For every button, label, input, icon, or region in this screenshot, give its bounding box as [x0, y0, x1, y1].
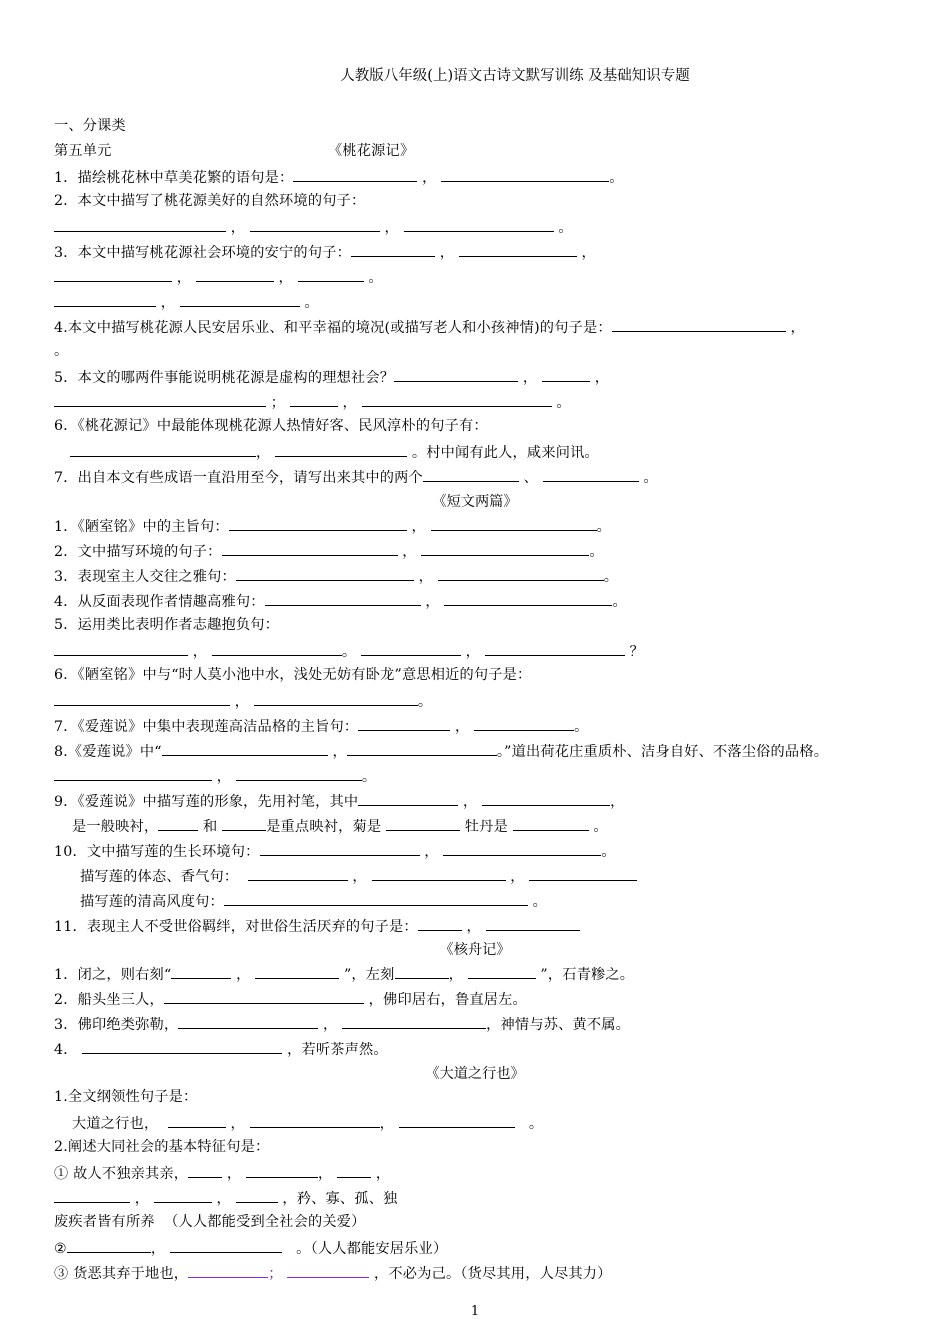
answer-blank[interactable]	[459, 242, 577, 257]
answer-blank[interactable]	[361, 641, 461, 656]
question-line: 4．从反面表现作者情趣高雅句： ， 。	[54, 591, 627, 611]
question-line: 3．本文中描写桃花源社会环境的安宁的句子： ， ，	[54, 242, 596, 262]
lesson-title-taohuayuan: 《桃花源记》	[328, 143, 415, 159]
answer-blank[interactable]	[399, 1113, 515, 1128]
answer-blank[interactable]	[347, 741, 497, 756]
question-line: 1.全文纲领性句子是：	[54, 1089, 198, 1105]
answer-blank[interactable]	[421, 541, 589, 556]
answer-line: ， ， ，矜、寡、孤、独	[54, 1188, 397, 1208]
answer-blank[interactable]	[158, 816, 198, 831]
answer-blank[interactable]	[485, 641, 625, 656]
question-line: 1．描绘桃花林中草美花繁的语句是： ， 。	[54, 167, 624, 187]
question-line: 描写莲的体态、香气句： ， ，	[80, 866, 637, 886]
answer-line: 废疾者皆有所养 （人人都能受到全社会的关爱）	[54, 1214, 366, 1230]
answer-blank[interactable]	[54, 641, 188, 656]
answer-blank[interactable]	[418, 916, 462, 931]
question-line: 5．本文的哪两件事能说明桃花源是虚构的理想社会？ ， ，	[54, 367, 609, 387]
question-line: 11．表现主人不受世俗羁绊，对世俗生活厌弃的句子是： ，	[54, 916, 580, 936]
answer-blank[interactable]	[196, 267, 274, 282]
answer-blank[interactable]	[162, 741, 328, 756]
answer-line: ② ， 。（人人都能安居乐业）	[54, 1238, 447, 1258]
answer-blank[interactable]	[372, 866, 506, 881]
answer-blank[interactable]	[250, 217, 380, 232]
answer-blank[interactable]	[54, 267, 172, 282]
answer-blank[interactable]	[254, 691, 418, 706]
answer-blank[interactable]	[293, 167, 417, 182]
answer-blank[interactable]	[482, 791, 610, 806]
answer-blank[interactable]	[386, 816, 460, 831]
answer-line: 。	[54, 343, 69, 359]
answer-blank[interactable]	[154, 1188, 212, 1203]
answer-line: ； ， 。	[54, 392, 571, 412]
answer-blank[interactable]	[543, 467, 639, 482]
answer-blank[interactable]	[474, 716, 574, 731]
answer-blank[interactable]	[54, 392, 266, 407]
answer-blank[interactable]	[394, 367, 518, 382]
question-line: 2．文中描写环境的句子： ， 。	[54, 541, 604, 561]
page-title: 人教版八年级(上)语文古诗文默写训练 及基础知识专题	[340, 68, 690, 84]
answer-blank[interactable]	[82, 1039, 282, 1054]
answer-blank[interactable]	[342, 1014, 486, 1029]
lesson-title-dadao: 《大道之行也》	[425, 1066, 525, 1082]
unit-heading: 第五单元	[54, 143, 112, 159]
answer-blank[interactable]	[275, 442, 407, 457]
answer-line: 大道之行也， ， ， 。	[72, 1113, 543, 1133]
answer-blank[interactable]	[443, 841, 601, 856]
question-line: 1．《陋室铭》中的主旨句： ， 。	[54, 516, 611, 536]
question-line: 8.《爱莲说》中“ ， 。”道出荷花庄重质朴、洁身自好、不落尘俗的品格。	[54, 741, 828, 761]
answer-blank[interactable]	[54, 292, 156, 307]
answer-blank[interactable]	[290, 392, 338, 407]
answer-blank[interactable]	[468, 964, 536, 979]
answer-blank[interactable]	[246, 1163, 318, 1178]
question-line: 1．闭之，则右刻“ ， ”，左刻 ， ”，石青糁之。	[54, 964, 634, 984]
answer-blank[interactable]	[54, 766, 212, 781]
answer-blank[interactable]	[188, 1263, 268, 1278]
question-line: 4.本文中描写桃花源人民安居乐业、和平幸福的境况(或描写老人和小孩神情)的句子是： ，	[54, 317, 805, 337]
answer-blank[interactable]	[612, 317, 786, 332]
question-line: 是一般映衬， 和 是重点映衬，菊是 牡丹是 。	[72, 816, 608, 836]
answer-blank[interactable]	[178, 1014, 318, 1029]
question-line: 3．表现室主人交往之雅句： ， 。	[54, 566, 618, 586]
answer-blank[interactable]	[444, 591, 612, 606]
answer-blank[interactable]	[486, 916, 580, 931]
answer-blank[interactable]	[224, 891, 528, 906]
question-line: 描写莲的清高风度句： 。	[80, 891, 547, 911]
answer-blank[interactable]	[513, 816, 589, 831]
answer-blank[interactable]	[395, 964, 449, 979]
answer-blank[interactable]	[212, 641, 342, 656]
question-line: 5．运用类比表明作者志趣抱负句：	[54, 617, 280, 633]
answer-blank[interactable]	[362, 392, 552, 407]
answer-line: ③ 货恶其弃于地也， ； ，不必为己。（货尽其用，人尽其力）	[54, 1263, 612, 1283]
answer-blank[interactable]	[236, 766, 362, 781]
answer-line: ， ， 。	[54, 267, 383, 287]
question-line: 10．文中描写莲的生长环境句： ， 。	[54, 841, 616, 861]
question-line: 4． ，若听茶声然。	[54, 1039, 388, 1059]
question-line: 3．佛印绝类弥勒， ， ，神情与苏、黄不属。	[54, 1014, 630, 1034]
answer-blank[interactable]	[542, 367, 590, 382]
answer-blank[interactable]	[171, 964, 231, 979]
answer-blank[interactable]	[351, 242, 435, 257]
answer-blank[interactable]	[236, 566, 414, 581]
answer-blank[interactable]	[337, 1163, 371, 1178]
answer-blank[interactable]	[54, 1188, 130, 1203]
section-heading: 一、分课类	[54, 118, 126, 134]
answer-blank[interactable]	[188, 1163, 222, 1178]
answer-blank[interactable]	[54, 691, 230, 706]
page-number: 1	[470, 1304, 480, 1319]
question-line: 2．船头坐三人， ，佛印居右，鲁直居左。	[54, 989, 527, 1009]
answer-line: ① 故人不独亲其亲， ， ， ，	[54, 1163, 390, 1183]
lesson-title-duanwen: 《短文两篇》	[432, 494, 518, 510]
answer-blank[interactable]	[431, 516, 597, 531]
answer-line: ， 。	[54, 292, 319, 312]
answer-blank[interactable]	[67, 1238, 151, 1253]
answer-blank[interactable]	[358, 791, 458, 806]
question-line: 7．《爱莲说》中集中表现莲高洁品格的主旨句： ， 。	[54, 716, 588, 736]
answer-blank[interactable]	[70, 442, 256, 457]
answer-blank[interactable]	[164, 989, 364, 1004]
question-line: 2.阐述大同社会的基本特征句是：	[54, 1139, 270, 1155]
answer-blank[interactable]	[54, 217, 226, 232]
answer-line: ， ， 。	[54, 217, 573, 237]
answer-blank[interactable]	[229, 516, 407, 531]
answer-line: ， 。 ， ？	[54, 641, 644, 661]
answer-blank[interactable]	[423, 467, 519, 482]
lesson-title-hezhouji: 《核舟记》	[439, 942, 511, 958]
answer-blank[interactable]	[222, 816, 266, 831]
question-line: 9．《爱莲说》中描写莲的形象，先用衬笔，其中 ， ，	[54, 791, 624, 811]
question-line: 6．《桃花源记》中最能体现桃花源人热情好客、民风淳朴的句子有：	[54, 418, 488, 434]
answer-blank[interactable]	[180, 292, 300, 307]
answer-blank[interactable]	[236, 1188, 278, 1203]
answer-blank[interactable]	[438, 566, 604, 581]
answer-blank[interactable]	[222, 541, 398, 556]
answer-blank[interactable]	[358, 716, 450, 731]
answer-blank[interactable]	[250, 1113, 380, 1128]
answer-blank[interactable]	[248, 866, 348, 881]
question-line: 7．出自本文有些成语一直沿用至今，请写出来其中的两个 、 。	[54, 467, 658, 487]
answer-blank[interactable]	[529, 866, 637, 881]
answer-line: ， 。村中闻有此人，咸来问讯。	[70, 442, 599, 462]
answer-line: ， 。	[54, 766, 376, 786]
question-line: 6．《陋室铭》中与“时人莫小池中水，浅处无妨有卧龙”意思相近的句子是：	[54, 667, 532, 683]
answer-blank[interactable]	[441, 167, 609, 182]
answer-blank[interactable]	[287, 1263, 369, 1278]
answer-blank[interactable]	[265, 591, 421, 606]
answer-blank[interactable]	[260, 841, 420, 856]
answer-line: ， 。	[54, 691, 432, 711]
answer-blank[interactable]	[170, 1238, 282, 1253]
answer-blank[interactable]	[404, 217, 554, 232]
answer-blank[interactable]	[255, 964, 339, 979]
question-line: 2．本文中描写了桃花源美好的自然环境的句子：	[54, 193, 366, 209]
answer-blank[interactable]	[168, 1113, 226, 1128]
answer-blank[interactable]	[298, 267, 364, 282]
